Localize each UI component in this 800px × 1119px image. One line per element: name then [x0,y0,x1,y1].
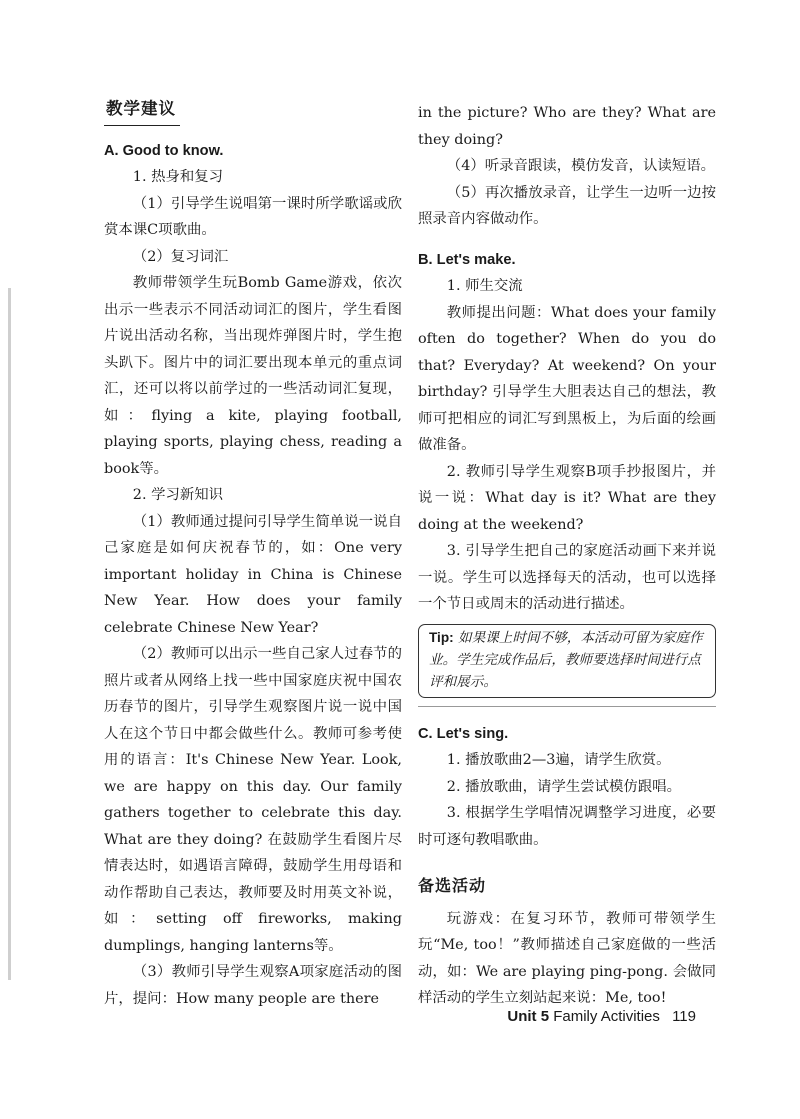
paragraph-listen-repeat: （4）听录音跟读，模仿发音，认读短语。 [446,158,715,174]
paragraph-spring-festival: （1）教师通过提问引导学生简单说一说自己家庭是如何庆祝春节的，如：One very important holiday in China is Chinese New Year. How does your family celebrate Chinese New Year? [104,513,402,636]
heading-lets-make: B. Let's make. [418,251,516,268]
paragraph-replay: （5）再次播放录音，让学生一边听一边按照录音内容做动作。 [418,184,716,227]
paragraph-observe-b: 2. 教师引导学生观察B项手抄报图片，并说一说：What day is it? What are they doing at the weekend? [418,463,716,533]
paragraph-play-song: 1. 播放歌曲2—3遍，请学生欣赏。 [446,752,671,769]
page-edge-rule [8,288,11,980]
paragraph-sing-along: 2. 播放歌曲，请学生尝试模仿跟唱。 [446,778,681,795]
page-number: 119 [672,1008,696,1025]
paragraph-review-vocab: （2）复习词汇 [132,248,229,265]
alt-activity-title: 备选活动 [418,876,487,896]
step-exchange: 1. 师生交流 [446,278,523,294]
paragraph-bomb-game: 教师带领学生玩Bomb Game游戏，依次出示一些表示不同活动词汇的图片，学生看图片说出活动名称，当出现炸弹图片时，学生抱头趴下。图片中的词汇要出现本单元的重点词汇，还可以将以前学过的一些活动词汇复现，如：flying a kite, playing football, playing sports, playing chess, reading a book等。 [104,275,402,477]
heading-good-to-know: A. Good to know. [104,142,224,159]
paragraph-chant: （1）引导学生说唱第一课时所学歌谣或欣赏本课C项歌曲。 [104,195,402,238]
right-column [418,100,716,1012]
unit-label: Unit 5 [507,1008,550,1025]
step-new-knowledge: 2. 学习新知识 [132,487,224,503]
tip-box [418,624,716,698]
heading-lets-sing: C. Let's sing. [418,725,509,742]
page-footer [507,1008,696,1025]
paragraph-observe-a: （3）教师引导学生观察A项家庭活动的图片，提问：How many people are there [104,964,402,1007]
paragraph-observe-a-cont: in the picture? Who are they? What are they doing? [418,105,716,148]
paragraph-adjust-pace: 3. 根据学生学唱情况调整学习进度，必要时可逐句教唱歌曲。 [418,805,716,848]
paragraph-questions: 教师提出问题：What does your family often do together? When do you do that? Everyday? At weekend? On your birthday? 引导学生大胆表达自己的想法，教师可把相应的词汇写到黑板上，为后面的绘画做准备。 [418,304,716,453]
paragraph-me-too-game: 玩游戏：在复习环节，教师可带领学生玩“Me, too！”教师描述自己家庭做的一些活动，如：We are playing ping-pong. 会做同样活动的学生立刻站起来说：Me, too! [418,910,716,1007]
left-column [104,96,402,1012]
section-title: 教学建议 [104,96,180,126]
step-warmup: 1. 热身和复习 [132,169,224,185]
paragraph-draw-activity: 3. 引导学生把自己的家庭活动画下来并说一说。学生可以选择每天的活动，也可以选择一个节日或周末的活动进行描述。 [418,543,716,612]
tip-label: Tip: [429,629,454,645]
tip-text: 如果课上时间不够，本活动可留为家庭作业。学生完成作品后，教师要选择时间进行点评和展示。 [429,629,703,690]
unit-title: Family Activities [553,1008,660,1025]
paragraph-family-photos: （2）教师可以出示一些自己家人过春节的照片或者从网络上找一些中国家庭庆祝中国农历春节的图片，引导学生观察图片说一说中国人在这个节日中都会做些什么。教师可参考使用的语言：It's Chinese New Year. Look, we are happy on this day. Our family gathers together to celebrate this day. What are they doing? 在鼓励学生看图片尽情表达时，如遇语言障碍，鼓励学生用母语和动作帮助自己表达，教师要及时用英文补说，如：setting off fireworks, making dumplings, hanging lanterns等。 [104,646,402,954]
